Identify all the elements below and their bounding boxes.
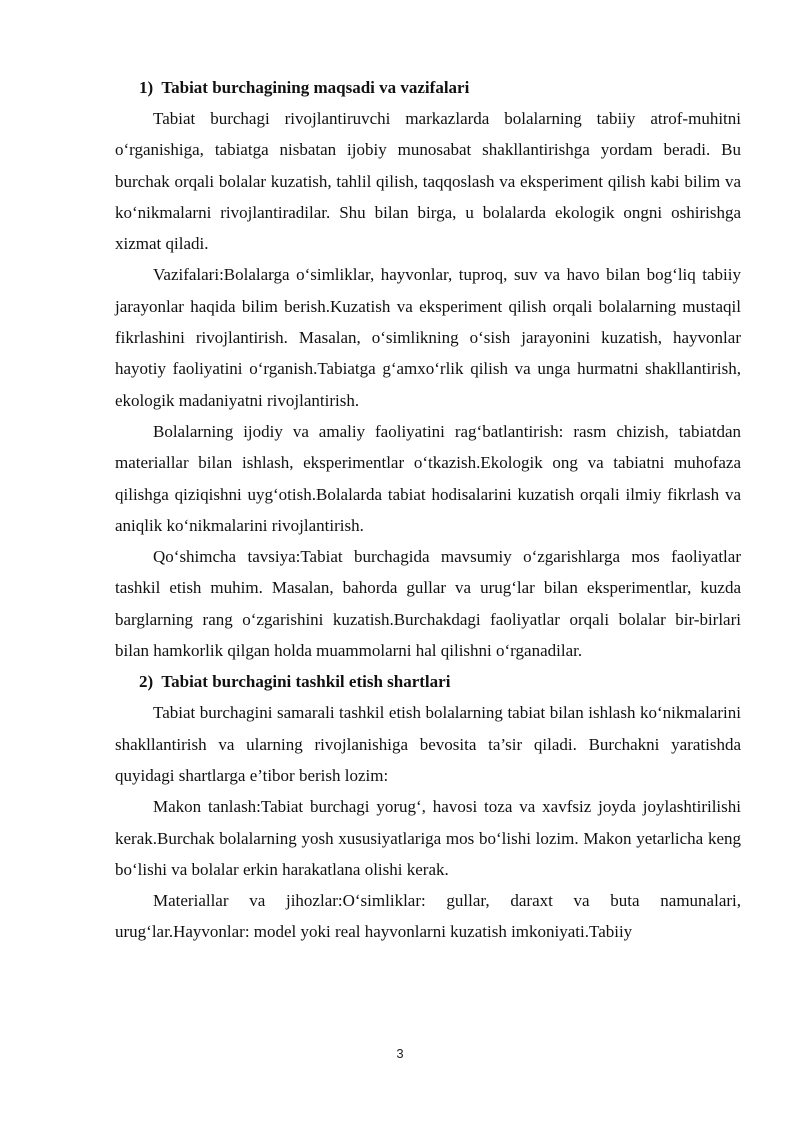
section-2-paragraph-2: Makon tanlash:Tabiat burchagi yorug‘, havosi toza va xavfsiz joyda joylashtirilishi kerak.Burchak bolalarning yosh xususiyatlariga mos bo‘lishi lozim. Makon yetarlicha keng bo‘lishi va bolalar erkin harakatlana olishi kerak. (115, 797, 741, 879)
section-1-heading: 1) Tabiat burchagining maqsadi va vazifalari (139, 78, 470, 97)
section-2-paragraph-1: Tabiat burchagini samarali tashkil etish bolalarning tabiat bilan ishlash ko‘nikmalarini shakllantirish va ularning rivojlanishiga bevosita ta’sir qiladi. Burchakni yaratishda quyidagi shartlarga e’tibor berish lozim: (115, 703, 741, 785)
page-number: 3 (396, 1046, 404, 1061)
section-1-paragraph-1: Tabiat burchagi rivojlantiruvchi markazlarda bolalarning tabiiy atrof-muhitni o‘rganishiga, tabiatga nisbatan ijobiy munosabat shakllantirishga yordam beradi. Bu burchak orqali bolalar kuzatish, tahlil qilish, taqqoslash va eksperiment qilish kabi bilim va ko‘nikmalarni rivojlantiradilar. Shu bilan birga, u bolalarda ekologik ongni oshirishga xizmat qiladi. (115, 109, 741, 254)
section-2-paragraph-3: Materiallar va jihozlar:O‘simliklar: gullar, daraxt va buta namunalari, urug‘lar.Hayvonlar: model yoki real hayvonlarni kuzatish imkoniyati.Tabiiy (115, 891, 741, 942)
section-1-paragraph-3: Bolalarning ijodiy va amaliy faoliyatini rag‘batlantirish: rasm chizish, tabiatdan materiallar bilan ishlash, eksperimentlar o‘tkazish.Ekologik ong va tabiatni muhofaza qilishga qiziqishni uyg‘otish.Bolalarda tabiat hodisalarini kuzatish orqali ilmiy fikrlash va aniqlik ko‘nikmalarini rivojlantirish. (115, 421, 741, 535)
document-page (115, 72, 741, 948)
section-2-heading: 2) Tabiat burchagini tashkil etish shartlari (139, 672, 451, 692)
section-1-paragraph-4: Qo‘shimcha tavsiya:Tabiat burchagida mavsumiy o‘zgarishlarga mos faoliyatlar tashkil etish muhim. Masalan, bahorda gullar va urug‘lar bilan eksperimentlar, kuzda barglarning rang o‘zgarishini kuzatish.Burchakdagi faoliyatlar orqali bolalar bir-birlari bilan hamkorlik qilgan holda muammolarni hal qilishni o‘rganadilar. (115, 547, 741, 661)
section-1-paragraph-2: Vazifalari:Bolalarga o‘simliklar, hayvonlar, tuproq, suv va havo bilan bog‘liq tabiiy jarayonlar haqida bilim berish.Kuzatish va eksperiment qilish orqali bolalarning mustaqil fikrlashini rivojlantirish. Masalan, o‘simlikning o‘sish jarayonini kuzatish, hayvonlar hayotiy faoliyatini o‘rganish.Tabiatga g‘amxo‘rlik qilish va unga hurmatni shakllantirish, ekologik madaniyatni rivojlantirish. (115, 265, 741, 410)
